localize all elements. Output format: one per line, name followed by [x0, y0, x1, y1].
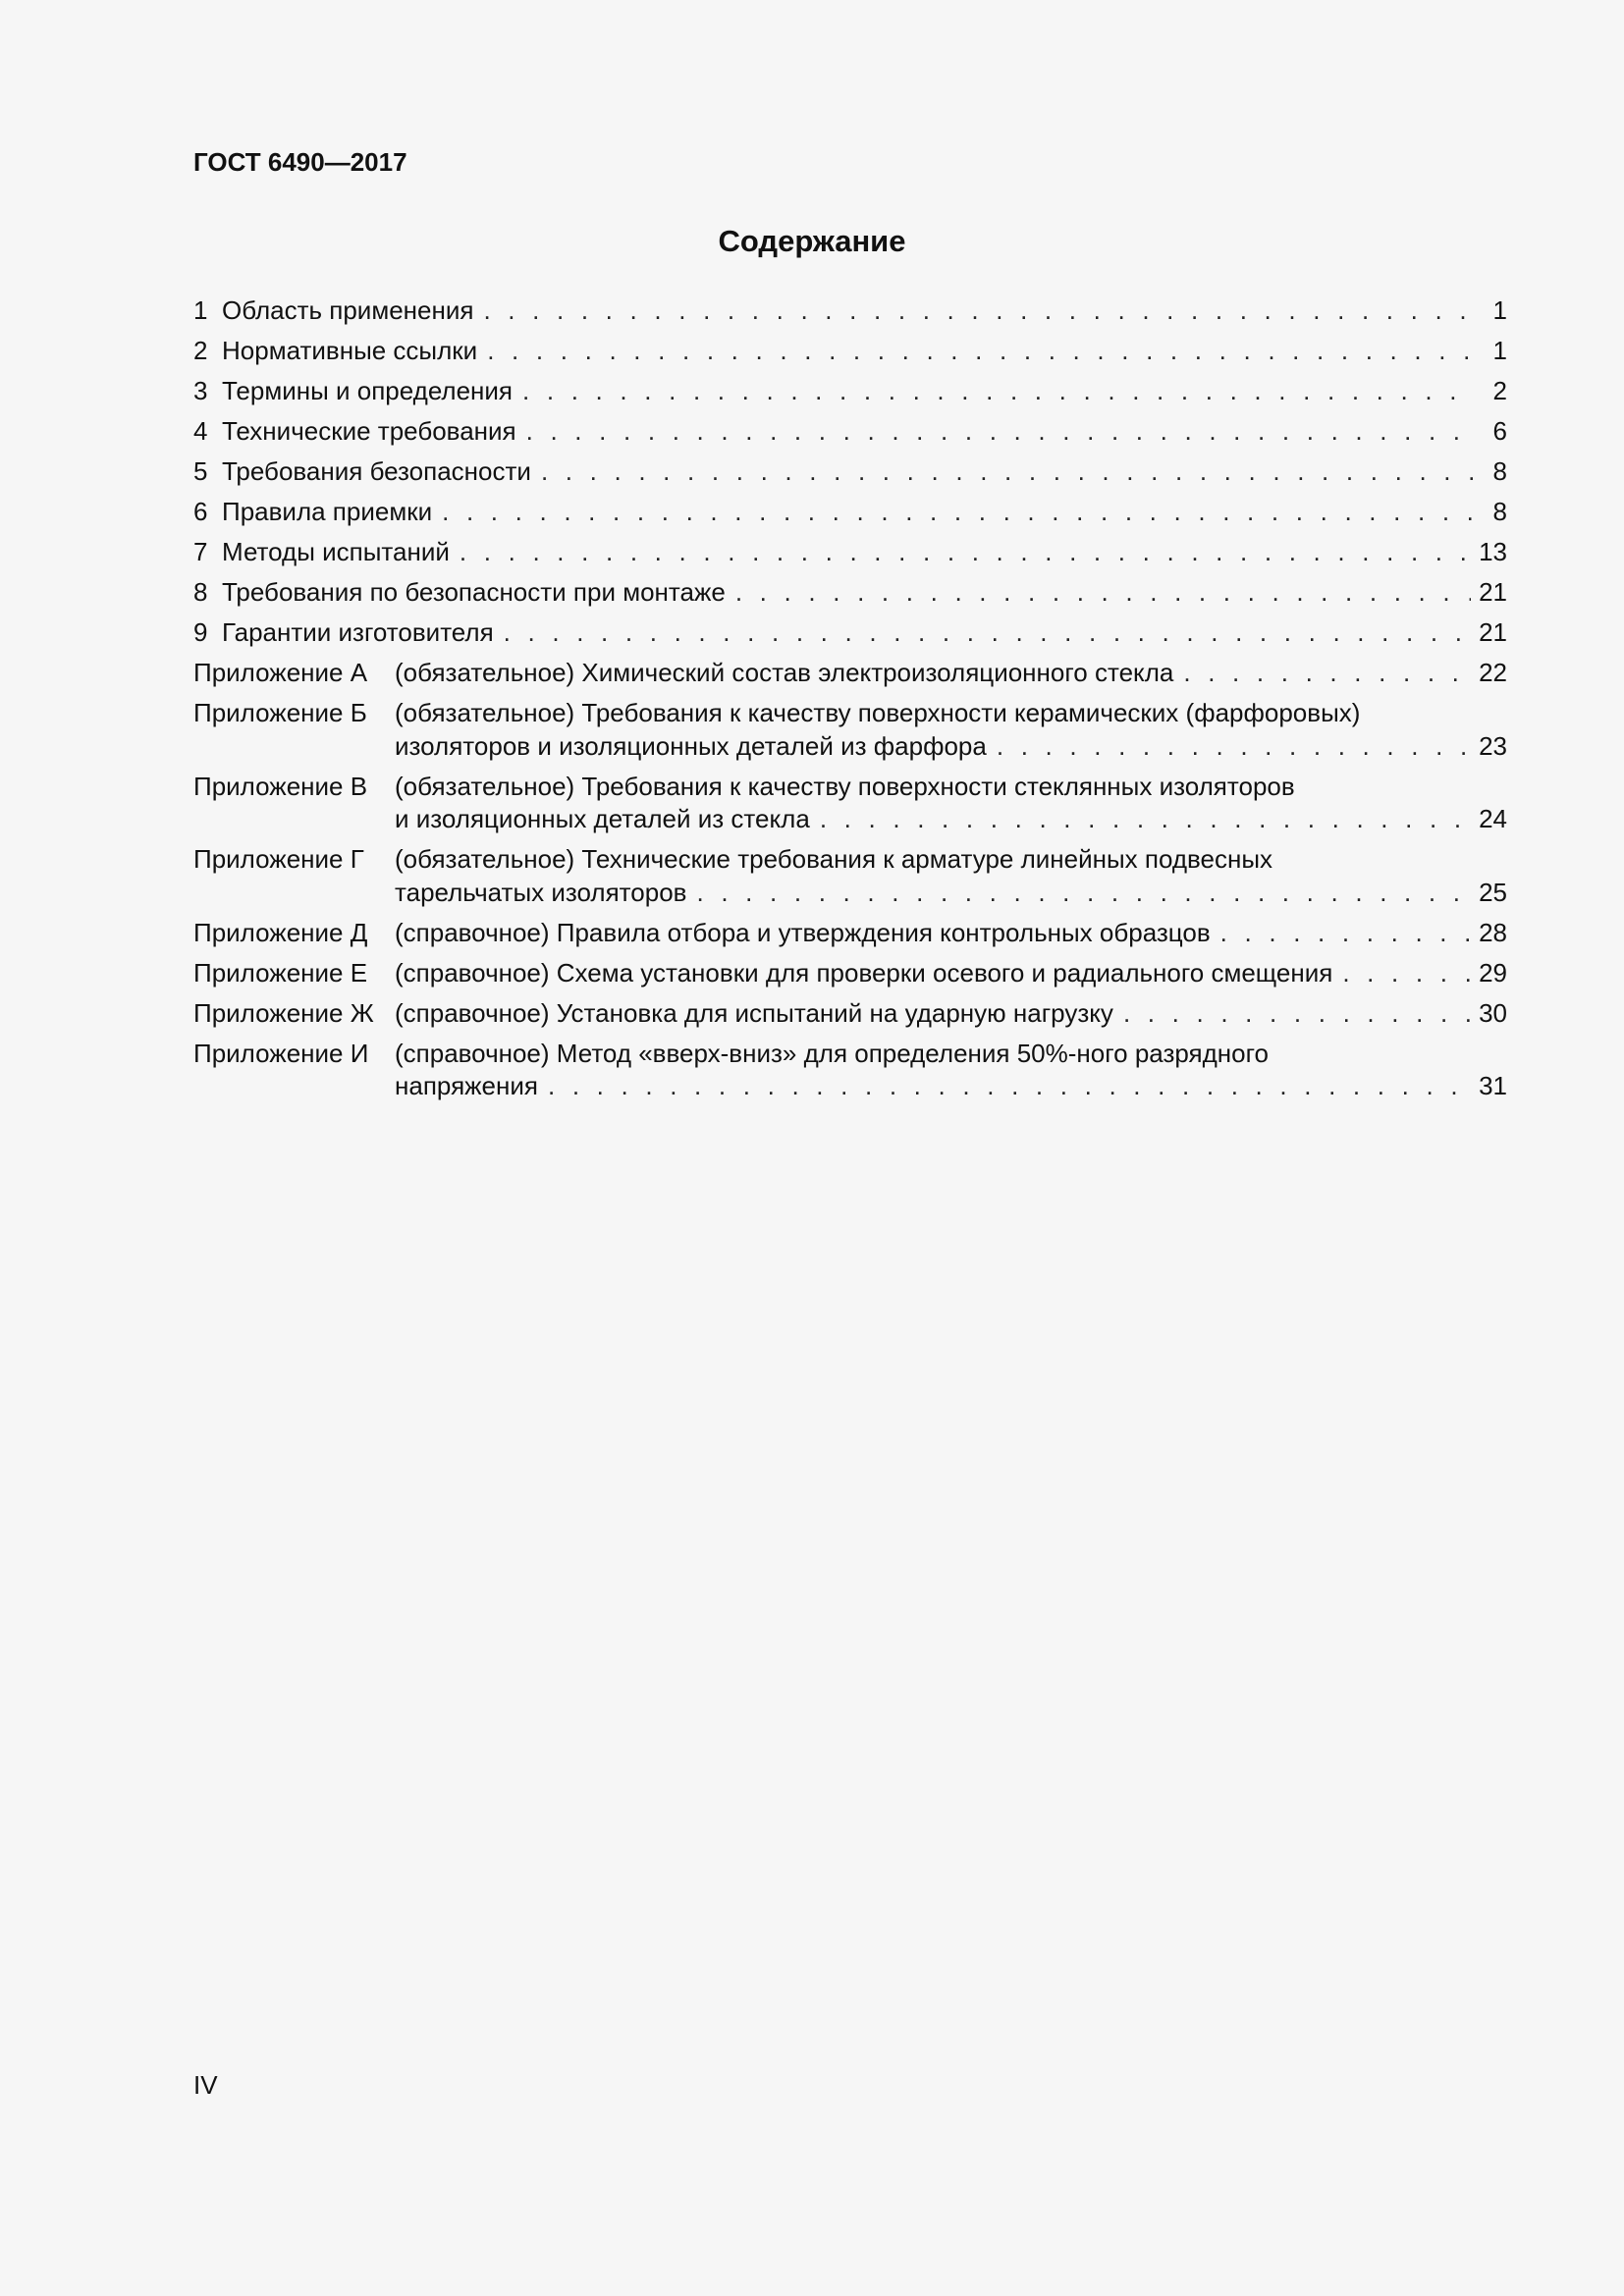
toc-entry-number: 2 [193, 336, 208, 365]
dot-leader [487, 335, 1476, 368]
toc-entry-page: 13 [1479, 537, 1507, 566]
appendix-page: 31 [1479, 1071, 1507, 1100]
dot-leader [504, 616, 1471, 650]
appendix-title-continued: и изоляционных деталей из стекла [395, 804, 810, 833]
appendix-label: Приложение Б [193, 698, 367, 727]
toc-entry[interactable] [193, 375, 1507, 408]
toc-entry-number: 9 [193, 617, 208, 647]
appendix-page: 23 [1479, 730, 1507, 761]
dot-leader [1123, 997, 1471, 1031]
dot-leader [548, 1070, 1471, 1103]
toc-entry-page: 21 [1479, 617, 1507, 647]
toc-entry-title: Нормативные ссылки [222, 336, 478, 365]
toc-entry-number: 5 [193, 456, 208, 486]
appendix-title: (обязательное) Требования к качеству поверхности керамических (фарфоровых) [395, 698, 1361, 727]
appendix-page: 30 [1479, 997, 1507, 1028]
toc-entry-page: 1 [1492, 295, 1507, 325]
dot-leader [820, 803, 1471, 836]
dot-leader [460, 536, 1471, 569]
toc-entry-number: 4 [193, 416, 208, 446]
toc-appendix[interactable] [193, 771, 1507, 836]
toc-entry-title: Требования безопасности [222, 456, 531, 486]
toc-entry-number: 6 [193, 497, 208, 526]
appendix-page: 28 [1479, 917, 1507, 947]
dot-leader [735, 576, 1471, 610]
appendix-label: Приложение Е [193, 957, 368, 988]
appendix-label: Приложение И [193, 1038, 369, 1068]
dot-leader [1220, 917, 1471, 950]
toc-entry-title: Правила приемки [222, 497, 433, 526]
appendix-title-continued: изоляторов и изоляционных деталей из фарфора [395, 730, 987, 761]
appendix-page: 22 [1479, 658, 1507, 687]
toc-appendix[interactable] [193, 657, 1507, 690]
toc-entry-page: 2 [1492, 376, 1507, 405]
toc-entry-title: Требования по безопасности при монтаже [222, 577, 726, 607]
toc-entry-page: 8 [1492, 456, 1507, 486]
toc-appendix[interactable] [193, 1038, 1507, 1103]
appendix-title: (справочное) Правила отбора и утверждения контрольных образцов [395, 917, 1211, 947]
toc-entry-page: 21 [1479, 577, 1507, 607]
dot-leader [997, 730, 1471, 764]
dot-leader [1183, 657, 1471, 690]
toc-entry[interactable] [193, 496, 1507, 529]
appendix-page: 29 [1479, 957, 1507, 988]
toc-appendix[interactable] [193, 997, 1507, 1031]
appendix-title: (справочное) Метод «вверх-вниз» для определения 50%-ного разрядного [395, 1038, 1269, 1068]
toc-entry-title: Методы испытаний [222, 537, 450, 566]
appendix-title: (обязательное) Химический состав электроизоляционного стекла [395, 658, 1174, 687]
appendix-label: Приложение В [193, 771, 368, 801]
appendix-title: (обязательное) Требования к качеству поверхности стеклянных изоляторов [395, 771, 1295, 801]
dot-leader [526, 415, 1476, 449]
dot-leader [1342, 957, 1471, 990]
toc-entry-number: 1 [193, 295, 208, 325]
appendix-title-continued: напряжения [395, 1071, 538, 1100]
appendix-label: Приложение А [193, 658, 368, 687]
toc-entry[interactable] [193, 576, 1507, 610]
toc-entry-title: Область применения [222, 295, 474, 325]
toc-title: Содержание [718, 224, 906, 258]
toc-appendix[interactable] [193, 917, 1507, 950]
appendix-label: Приложение Г [193, 844, 364, 874]
toc-entry-title: Гарантии изготовителя [222, 617, 494, 647]
dot-leader [483, 294, 1476, 328]
toc-entry-number: 3 [193, 376, 208, 405]
table-of-contents [193, 294, 1507, 1110]
toc-entry[interactable] [193, 294, 1507, 328]
appendix-title-continued: тарельчатых изоляторов [395, 877, 687, 907]
appendix-title: (обязательное) Технические требования к арматуре линейных подвесных [395, 844, 1273, 874]
toc-appendix[interactable] [193, 957, 1507, 990]
toc-entry[interactable] [193, 455, 1507, 489]
toc-entry-number: 8 [193, 577, 208, 607]
appendix-page: 24 [1479, 804, 1507, 833]
toc-appendix[interactable] [193, 697, 1507, 763]
toc-entry-page: 1 [1492, 336, 1507, 365]
toc-entry-title: Технические требования [222, 416, 516, 446]
toc-entry-page: 6 [1492, 416, 1507, 446]
appendix-label: Приложение Д [193, 917, 368, 947]
toc-entry-number: 7 [193, 537, 208, 566]
dot-leader [541, 455, 1476, 489]
toc-entry[interactable] [193, 536, 1507, 569]
appendix-title: (справочное) Схема установки для проверки осевого и радиального смещения [395, 957, 1333, 988]
toc-entry[interactable] [193, 415, 1507, 449]
toc-entry-page: 8 [1492, 497, 1507, 526]
toc-appendix[interactable] [193, 843, 1507, 909]
dot-leader [442, 496, 1476, 529]
document-header: ГОСТ 6490—2017 [193, 147, 407, 177]
dot-leader [696, 877, 1471, 910]
appendix-title: (справочное) Установка для испытаний на ударную нагрузку [395, 997, 1113, 1028]
toc-entry[interactable] [193, 616, 1507, 650]
appendix-page: 25 [1479, 877, 1507, 907]
appendix-label: Приложение Ж [193, 997, 374, 1028]
page-number: IV [193, 2070, 218, 2100]
dot-leader [522, 375, 1476, 408]
toc-entry-title: Термины и определения [222, 376, 514, 405]
toc-entry[interactable] [193, 335, 1507, 368]
